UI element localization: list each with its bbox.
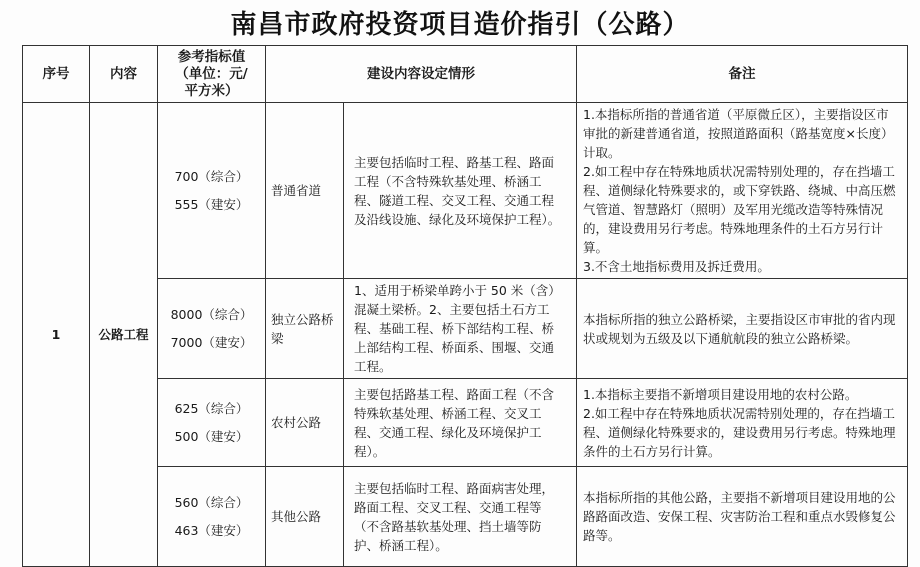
remark-cell <box>577 467 908 567</box>
group-number: 1 <box>23 103 90 567</box>
remark-line: 1.本指标所指的普通省道（平原微丘区），主要指设区市审批的新建普通省道，按照道路面积（路基宽度×长度）计取。 <box>583 107 894 160</box>
price-total: 560（综合） <box>174 495 249 510</box>
road-type: 独立公路桥梁 <box>266 279 344 379</box>
reference-price <box>158 379 266 467</box>
table-row <box>23 103 908 279</box>
construction-description: 主要包括临时工程、路面病害处理，路面工程、交叉工程、交通工程等（不含路基软基处理、挡土墙等防护、桥涵工程）。 <box>344 467 577 567</box>
construction-description: 主要包括路基工程、路面工程（不含特殊软基处理、桥涵工程、交叉工程、交通工程、绿化及环境保护工程）。 <box>344 379 577 467</box>
road-type: 其他公路 <box>266 467 344 567</box>
cost-guide-table <box>22 45 908 567</box>
remark-line: 本指标所指的其他公路，主要指不新增项目建设用地的公路路面改造、安保工程、灾害防治工程和重点水毁修复公路等。 <box>583 490 896 543</box>
reference-price <box>158 467 266 567</box>
remark-line: 本指标所指的独立公路桥梁，主要指设区市审批的省内现状或规划为五级及以下通航航段的独立公路桥梁。 <box>583 311 896 346</box>
reference-price <box>158 279 266 379</box>
header-row <box>23 46 908 103</box>
construction-description: 1、适用于桥梁单跨小于 50 米（含）混凝土梁桥。2、主要包括土石方工程、基础工程、桥下部结构工程、桥上部结构工程、桥面系、围堰、交通工程。 <box>344 279 577 379</box>
price-total: 700（综合） <box>174 169 249 184</box>
reference-price <box>158 103 266 279</box>
construction-description: 主要包括临时工程、路基工程、路面工程（不含特殊软基处理、桥涵工程、隧道工程、交叉工程、交通工程及沿线设施、绿化及环境保护工程）。 <box>344 103 577 279</box>
header-remark: 备注 <box>577 46 908 103</box>
page-title: 南昌市政府投资项目造价指引（公路） <box>230 10 690 40</box>
remark-line: 2.如工程中存在特殊地质状况需特别处理的，存在挡墙工程、道侧绿化特殊要求的，建设费用另行考虑。特殊地理条件的土石方另行计算。 <box>583 405 896 459</box>
road-type: 农村公路 <box>266 379 344 467</box>
remark-line: 2.如工程中存在特殊地质状况需特别处理的，存在挡墙工程、道侧绿化特殊要求的，或下穿铁路、绕城、中高压燃气管道、智慧路灯（照明）及军用光缆改造等特殊情况的，建设费用另行考虑。特殊地理条件的土石方另行计算。 <box>583 164 896 255</box>
header-content: 内容 <box>90 46 158 103</box>
remark-cell <box>577 379 908 467</box>
header-no: 序号 <box>23 46 90 103</box>
remark-line: 3.不含土地指标费用及拆迁费用。 <box>583 259 770 274</box>
price-total: 625（综合） <box>174 401 249 416</box>
road-type: 普通省道 <box>266 103 344 279</box>
remark-line: 1.本指标主要指不新增项目建设用地的农村公路。 <box>583 386 858 402</box>
price-build: 555（建安） <box>174 197 249 212</box>
remark-cell <box>577 279 908 379</box>
price-build: 500（建安） <box>174 429 249 444</box>
price-build: 463（建安） <box>174 523 249 538</box>
price-total: 8000（综合） <box>170 307 253 322</box>
header-reference-value: 参考指标值 （单位：元/ 平方米） <box>158 46 266 103</box>
group-content: 公路工程 <box>90 103 158 567</box>
price-build: 7000（建安） <box>170 335 253 350</box>
remark-cell <box>577 103 908 279</box>
header-description: 建设内容设定情形 <box>266 46 577 103</box>
